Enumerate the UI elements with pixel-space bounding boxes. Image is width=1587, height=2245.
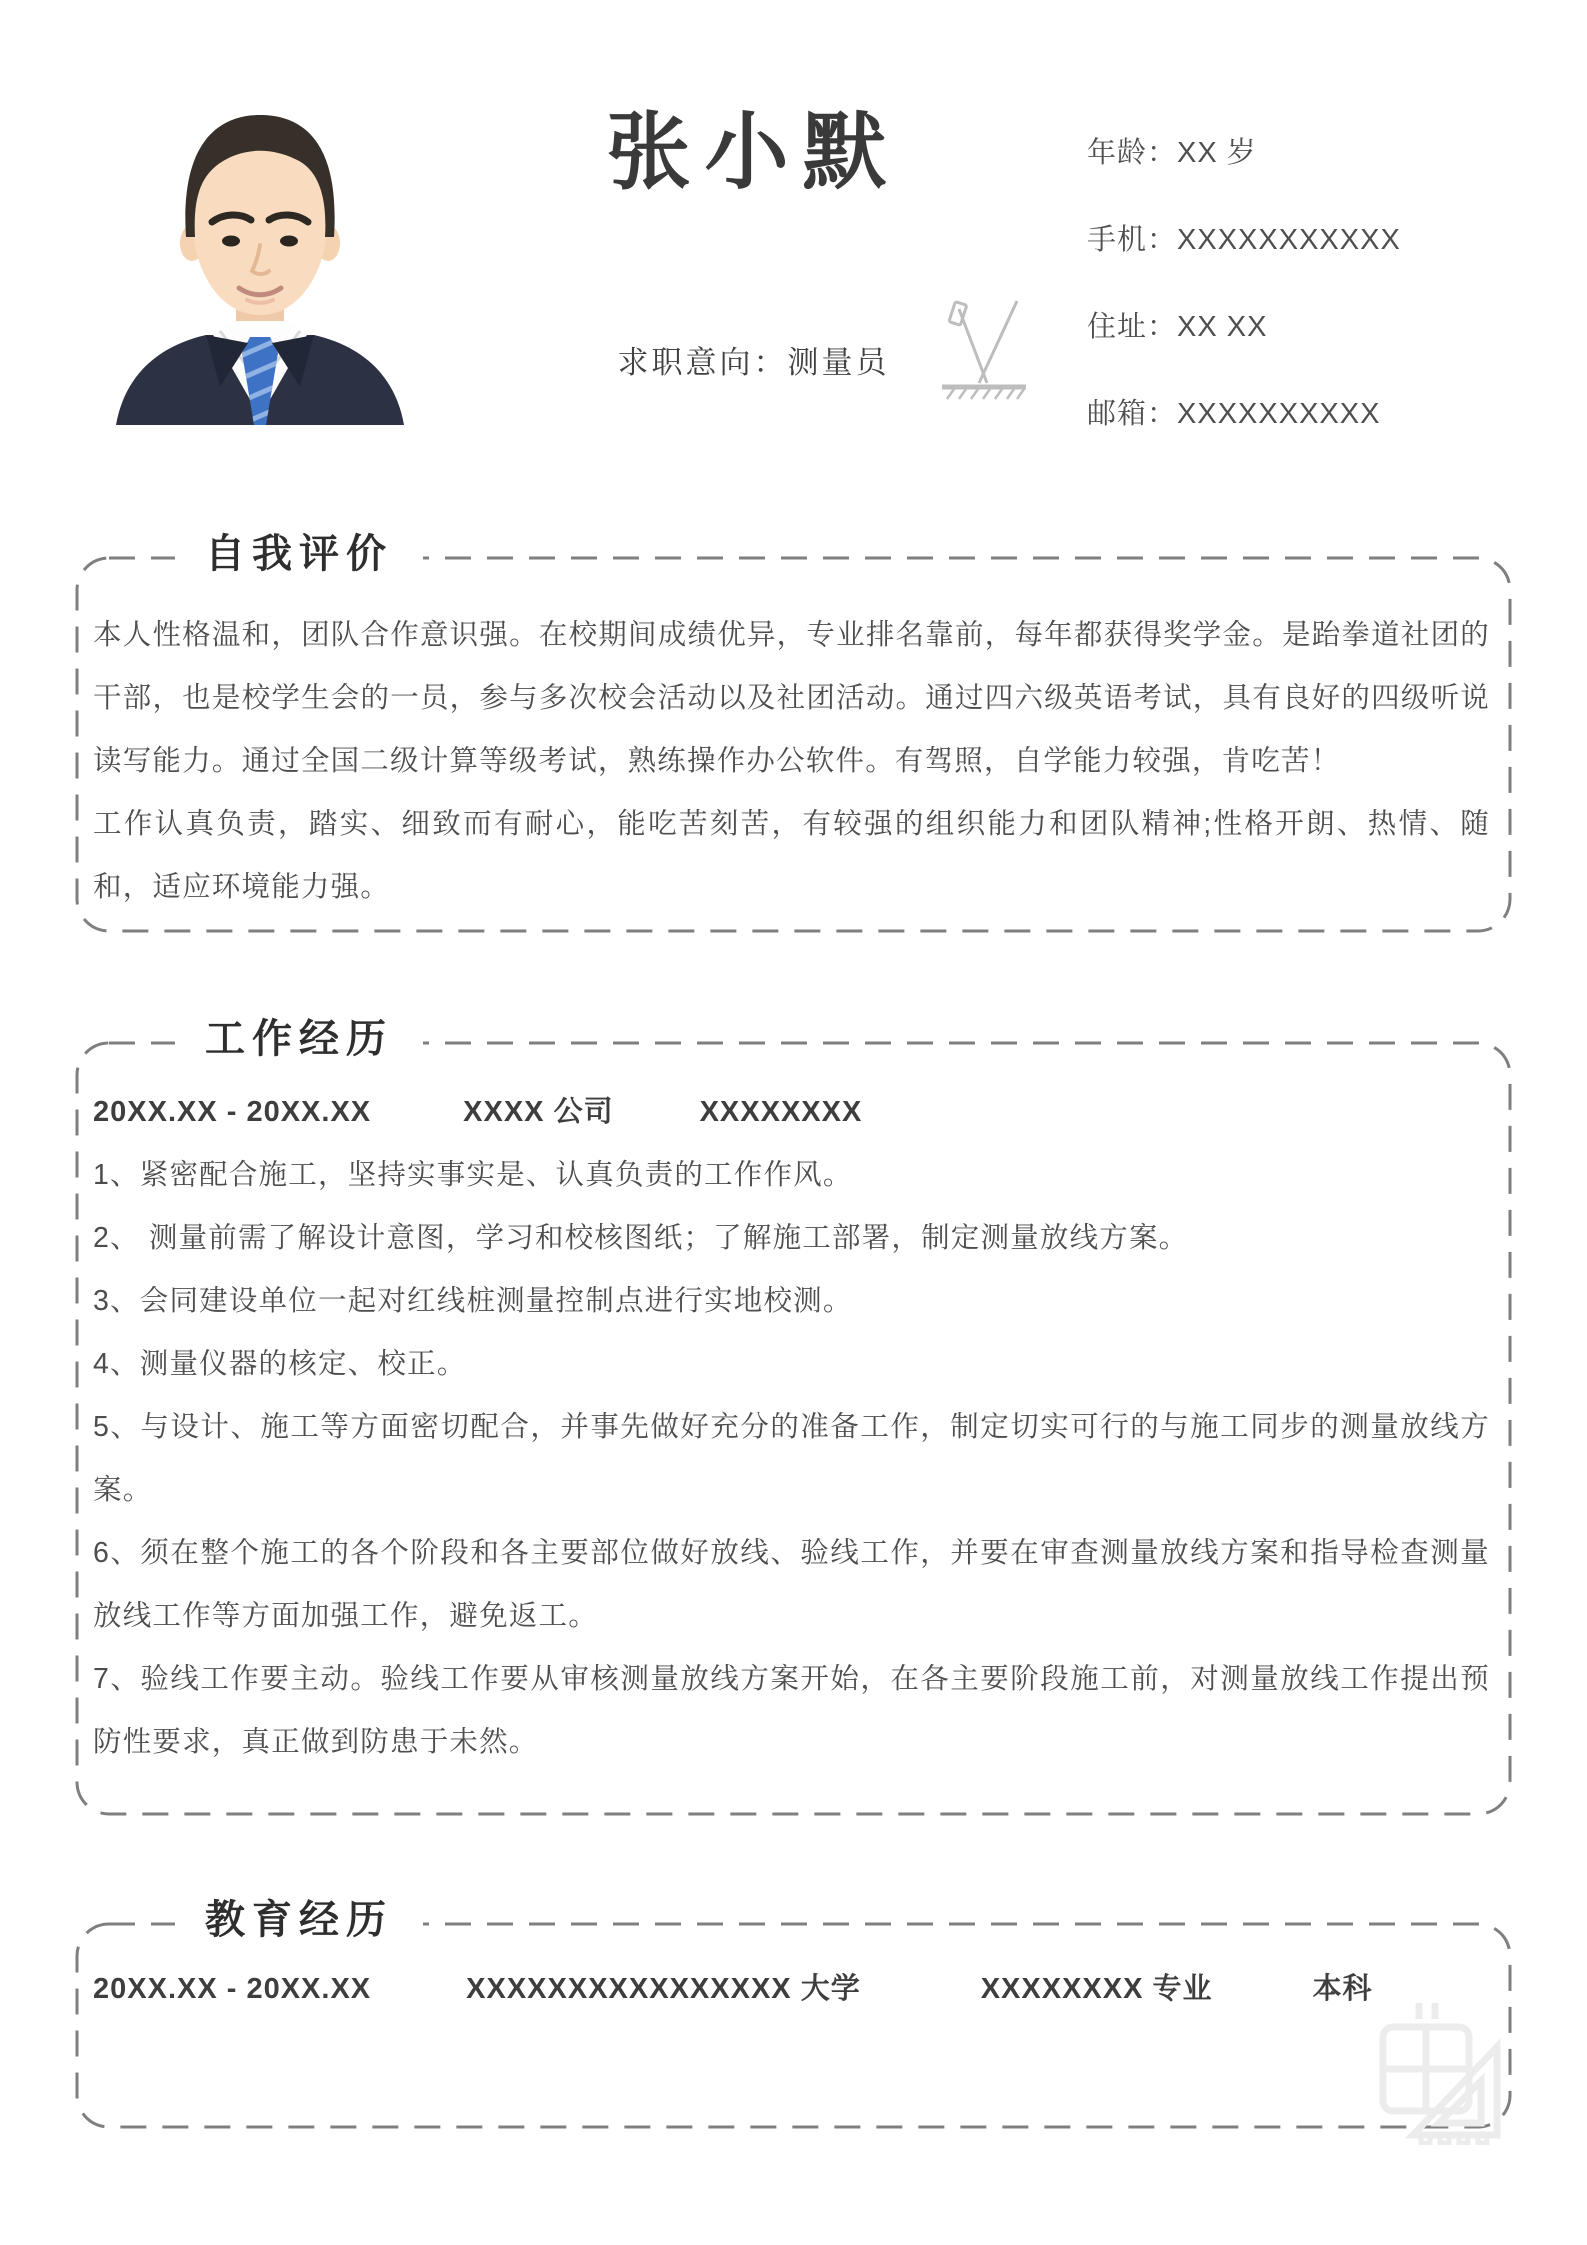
candidate-name: 张小默 <box>606 105 901 199</box>
contact-info <box>1087 85 1507 430</box>
work-duty-item: 4、测量仪器的核定、校正。 <box>93 1348 467 1380</box>
work-period: 20XX.XX - 20XX.XX <box>93 1096 372 1128</box>
work-duty-item: 5、与设计、施工等方面密切配合，并事先做好充分的准备工作，制定切实可行的与施工同步的测量放线方案。 <box>93 1411 1490 1506</box>
section-title-self-evaluation: 自我评价 <box>175 525 423 583</box>
contact-age-label: 年龄： <box>1087 137 1178 169</box>
contact-email-value: XXXXXXXXXX <box>1177 398 1381 430</box>
contact-phone <box>1087 220 1507 260</box>
contact-address-value: XX XX <box>1177 311 1268 343</box>
job-intention: 求职意向：测量员 <box>617 345 890 380</box>
section-title-education: 教育经历 <box>175 1891 423 1949</box>
work-experience-header <box>93 1081 1490 1144</box>
contact-address-label: 住址： <box>1087 311 1178 343</box>
contact-address <box>1087 307 1507 347</box>
contact-email-label: 邮箱： <box>1087 398 1178 430</box>
section-self-evaluation <box>75 532 1512 933</box>
education-row <box>93 1958 1490 2021</box>
section-title-work-experience: 工作经历 <box>175 1010 423 1068</box>
contact-age-value: XX 岁 <box>1177 137 1257 169</box>
work-duty-item: 2、 测量前需了解设计意图，学习和校核图纸；了解施工部署，制定测量放线方案。 <box>93 1222 1189 1254</box>
work-position: XXXXXXXX <box>699 1096 863 1128</box>
self-evaluation-paragraph: 本人性格温和，团队合作意识强。在校期间成绩优异，专业排名靠前，每年都获得奖学金。是跆拳道社团的干部，也是校学生会的一员，参与多次校会活动以及社团活动。通过四六级英语考试，具有良好的四级听说读写能力。通过全国二级计算等级考试，熟练操作办公软件。有驾照，自学能力较强，肯吃苦！ <box>93 619 1490 777</box>
portrait-illustration <box>100 85 420 425</box>
work-company: XXXX 公司 <box>463 1096 614 1128</box>
work-duty-item: 1、紧密配合施工，坚持实事实是、认真负责的工作作风。 <box>93 1159 853 1191</box>
surveyor-level-icon <box>930 297 1030 401</box>
resume-header <box>0 0 1587 430</box>
education-degree: 本科 <box>1312 1973 1373 2005</box>
contact-age <box>1087 133 1507 173</box>
contact-phone-label: 手机： <box>1087 224 1178 256</box>
profile-photo <box>100 85 420 425</box>
work-duty-item: 7、验线工作要主动。验线工作要从审核测量放线方案开始，在各主要阶段施工前，对测量放线工作提出预防性要求，真正做到防患于未然。 <box>93 1663 1490 1758</box>
education-major: XXXXXXXX 专业 <box>980 1973 1213 2005</box>
self-evaluation-paragraph: 工作认真负责，踏实、细致而有耐心，能吃苦刻苦，有较强的组织能力和团队精神;性格开朗、热情、随和，适应环境能力强。 <box>93 808 1490 903</box>
education-school: XXXXXXXXXXXXXXXX 大学 <box>466 1973 861 2005</box>
education-period: 20XX.XX - 20XX.XX <box>93 1973 372 2005</box>
contact-email <box>1087 394 1507 434</box>
header-center <box>420 85 1087 425</box>
contact-phone-value: XXXXXXXXXXX <box>1177 224 1401 256</box>
work-duty-item: 3、会同建设单位一起对红线桩测量控制点进行实地校测。 <box>93 1285 853 1317</box>
section-work-experience <box>75 1017 1512 1816</box>
work-duty-item: 6、须在整个施工的各个阶段和各主要部位做好放线、验线工作，并要在审查测量放线方案和指导检查测量放线工作等方面加强工作，避免返工。 <box>93 1537 1490 1632</box>
section-education <box>75 1898 1512 2129</box>
